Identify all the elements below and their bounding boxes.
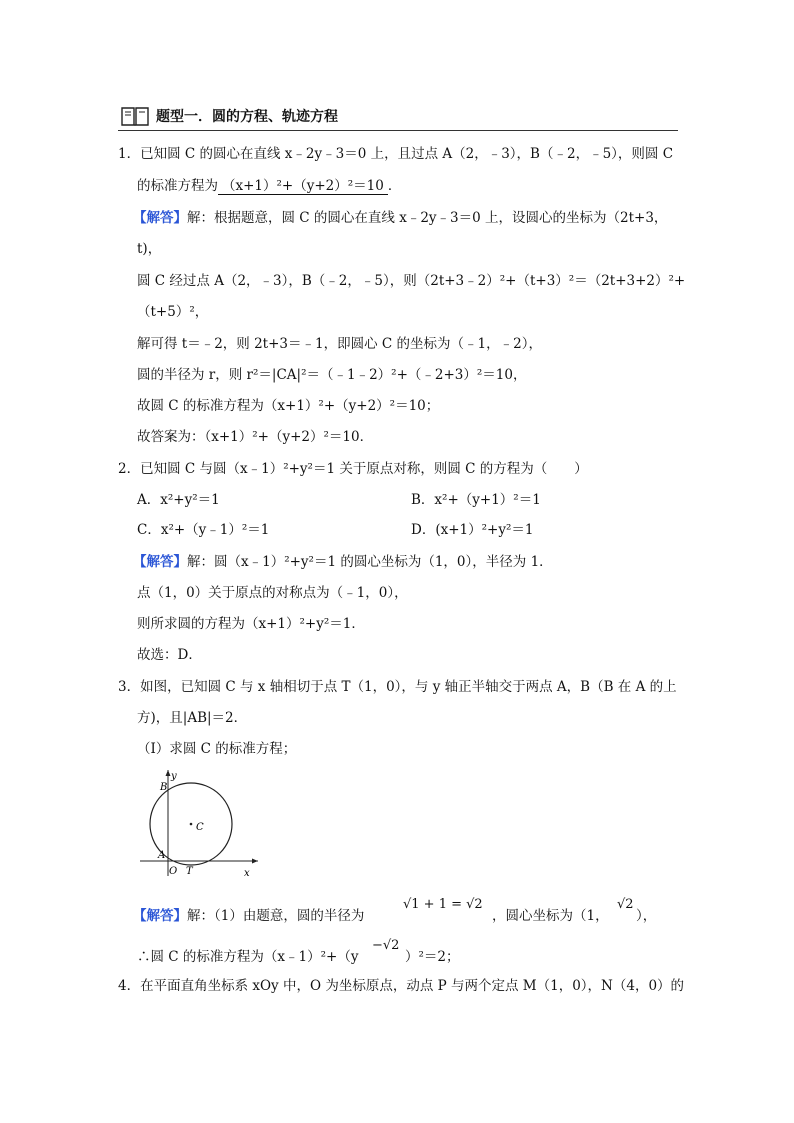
q2-sol-line4: 故选：D．	[137, 647, 202, 663]
q2-sol-line1	[133, 553, 553, 571]
q3-center-y: √2	[617, 897, 634, 912]
q1-sol-line5: 解可得 t＝﹣2，则 2t+3＝﹣1，即圆心 C 的坐标为（﹣1，﹣2），	[137, 336, 542, 352]
q1-solution-tag: 【解答】	[133, 210, 187, 226]
q2-option-d: D．(x+1）²+y²＝1	[411, 522, 534, 538]
q1-sol-line3: 圆 C 经过点 A（2，﹣3），B（﹣2，﹣5），则（2t+3﹣2）²+（t+3）²＝（2t+3+2）²+	[137, 273, 686, 289]
label-b: B	[160, 782, 168, 793]
q3-minus-sqrt2: −√2	[372, 938, 400, 953]
section-header	[118, 103, 678, 131]
q3-sol1-pre: 解：（1）由题意，圆的半径为	[187, 908, 365, 924]
q1-answer-blank: （x+1）²+（y+2）²＝10	[218, 178, 388, 195]
q1-sol1: 解：根据题意，圆 C 的圆心在直线 x﹣2y﹣3＝0 上，设圆心的坐标为（2t+3，	[187, 210, 668, 226]
q2-option-c: C．x²+（y﹣1）²＝1	[137, 522, 270, 538]
label-x: x	[244, 868, 250, 879]
q3-sol1-post: ），	[636, 908, 657, 924]
q1-stem-pre: 的标准方程为	[137, 178, 218, 194]
center-point	[190, 823, 193, 826]
q2-sol-line3: 则所求圆的方程为（x+1）²+y²＝1．	[137, 616, 365, 632]
q1-stem-line2	[137, 177, 401, 195]
q2-sol1: 解：圆（x﹣1）²+y²＝1 的圆心坐标为（1，0），半径为 1．	[187, 554, 553, 570]
q2-solution-tag: 【解答】	[133, 554, 187, 570]
q1-stem-line1: 1．已知圆 C 的圆心在直线 x﹣2y﹣3＝0 上，且过点 A（2，﹣3），B（﹣2，﹣5），则圆 C	[118, 146, 674, 162]
q2-option-a: A．x²+y²＝1	[137, 492, 220, 508]
label-t: T	[186, 866, 193, 877]
q1-sol-line4: （t+5）²，	[137, 304, 209, 320]
q2-sol-line2: 点（1，0）关于原点的对称点为（﹣1，0），	[137, 585, 408, 601]
q3-stem-line2: 方)，且|AB|＝2．	[137, 710, 248, 726]
q1-sol-line1	[133, 209, 667, 227]
section-title: 题型一．圆的方程、轨迹方程	[156, 109, 338, 125]
q3-radius-formula: √1 + 1 = √2	[403, 897, 483, 912]
q3-solution-tag: 【解答】	[133, 908, 187, 924]
q3-sol-line1	[133, 907, 364, 925]
label-y: y	[171, 771, 177, 782]
q1-sol-line7: 故圆 C 的标准方程为（x+1）²+（y+2）²＝10；	[137, 398, 440, 414]
q3-stem-line1: 3．如图，已知圆 C 与 x 轴相切于点 T（1，0），与 y 轴正半轴交于两点 A，B（B 在 A 的上	[118, 679, 677, 695]
header-rule	[118, 130, 678, 131]
q3-part1: （Ⅰ）求圆 C 的标准方程；	[137, 741, 297, 757]
label-c: C	[196, 822, 204, 833]
q3-figure	[140, 768, 260, 884]
circle-diagram	[140, 768, 260, 880]
q3-sol2-pre: ∴圆 C 的标准方程为（x﹣1）²+（y	[137, 949, 359, 965]
x-axis-arrow	[252, 859, 258, 864]
q1-sol-line8: 故答案为：（x+1）²+（y+2）²＝10．	[137, 429, 374, 445]
book-icon	[120, 105, 150, 127]
label-o: O	[169, 866, 178, 877]
q2-stem: 2．已知圆 C 与圆（x﹣1）²+y²＝1 关于原点对称，则圆 C 的方程为（ ）	[118, 461, 588, 477]
y-axis-arrow	[166, 770, 171, 776]
q1-stem-post: ．	[387, 178, 402, 194]
q3-sol1-mid: ，圆心坐标为（1，	[492, 908, 609, 924]
q1-sol-line2: t)，	[137, 241, 162, 257]
q4-stem-line1: 4．在平面直角坐标系 xOy 中，O 为坐标原点，动点 P 与两个定点 M（1，0），N（4，0）的	[118, 978, 685, 994]
q1-sol-line6: 圆的半径为 r，则 r²＝|CA|²＝（﹣1﹣2）²+（﹣2+3）²＝10，	[137, 367, 527, 383]
q3-sol2-post: ）²＝2；	[405, 949, 460, 965]
label-a: A	[158, 850, 166, 861]
q2-option-b: B．x²+（y+1）²＝1	[411, 492, 541, 508]
